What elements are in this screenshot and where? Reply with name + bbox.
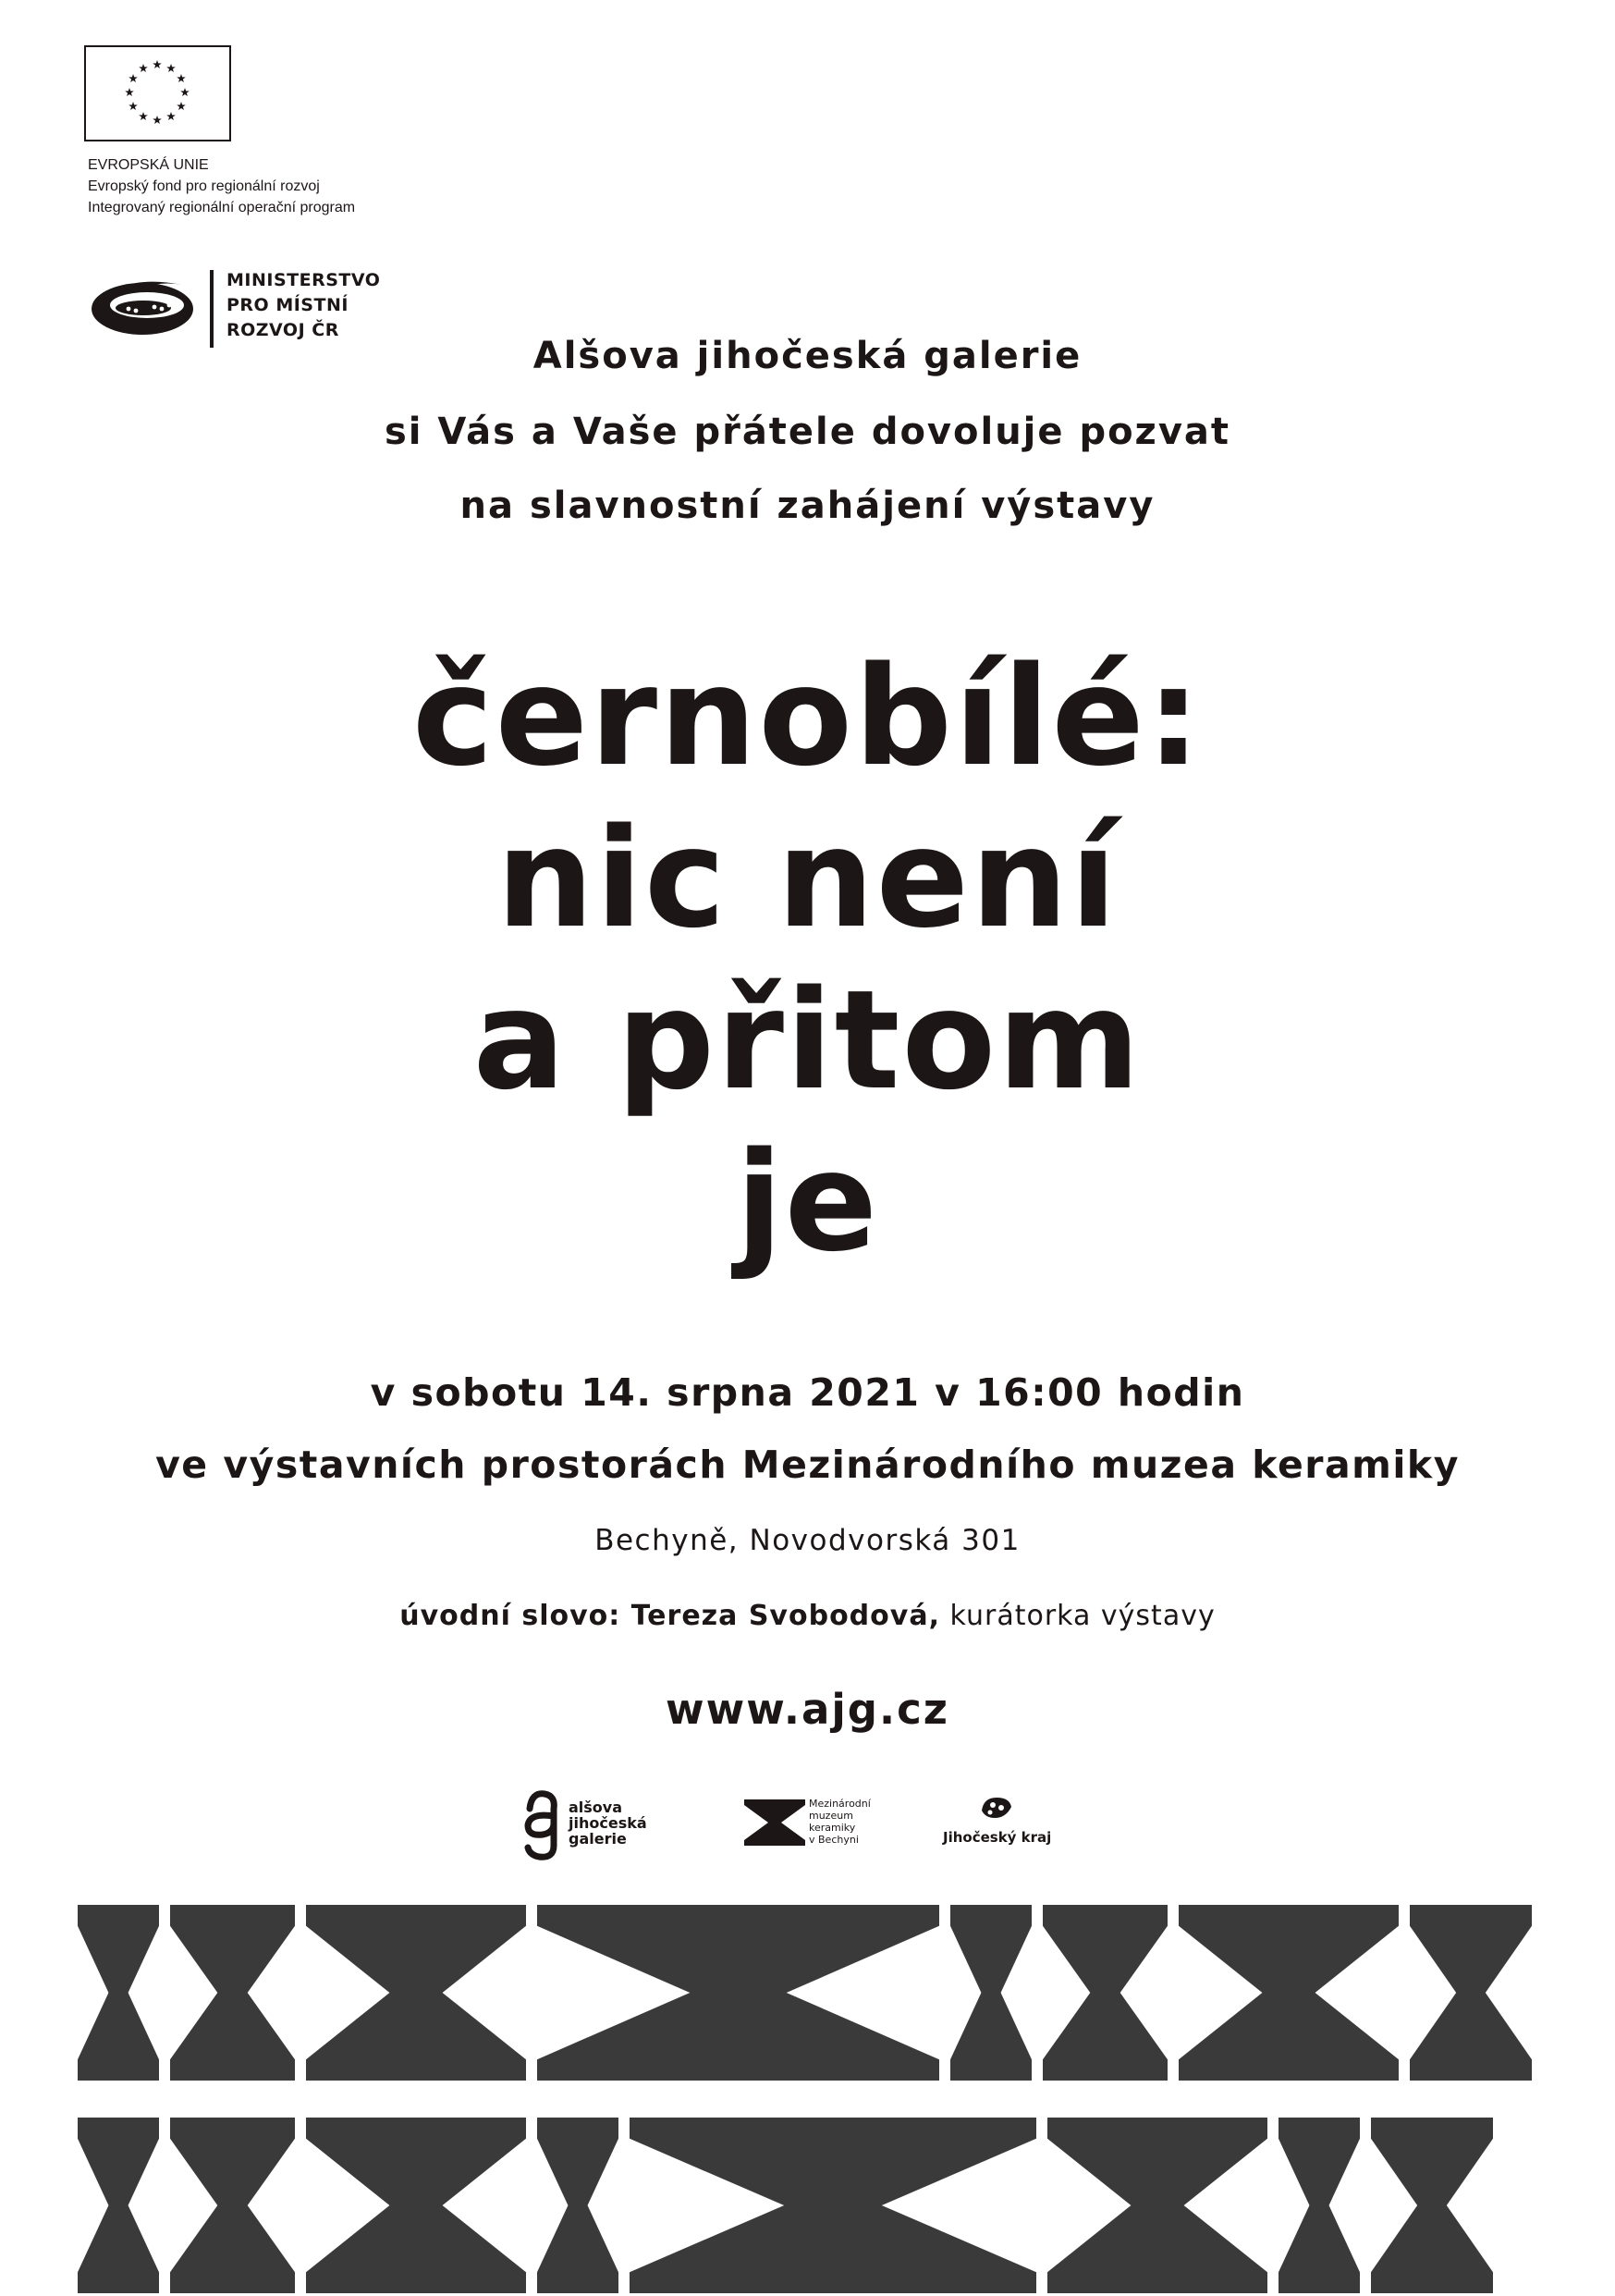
region-logo-label: Jihočeský kraj [943, 1829, 1052, 1846]
pattern-hourglass [537, 1905, 939, 2081]
pattern-hourglass [1179, 1905, 1399, 2081]
museum-logo-line4: v Bechyni [809, 1834, 859, 1846]
pattern-hourglass [1047, 2118, 1267, 2293]
ajg-logo-line3: galerie [569, 1830, 627, 1848]
eu-star [180, 88, 190, 96]
museum-logo-line3: keramiky [809, 1822, 856, 1834]
museum-logo-line1: Mezinárodní [809, 1798, 871, 1810]
eu-star [125, 88, 134, 96]
event-address: Bechyně, Novodvorská 301 [594, 1524, 1021, 1557]
eu-star [166, 64, 176, 72]
eu-star [166, 112, 176, 120]
eu-label: EVROPSKÁ UNIE [88, 157, 209, 173]
region-logo [943, 1794, 1063, 1859]
pattern-hourglass [78, 2118, 159, 2293]
invitation-line3: na slavnostní zahájení výstavy [459, 485, 1156, 527]
ajg-logo [522, 1792, 670, 1857]
invitation-line1: Alšova jihočeská galerie [532, 335, 1083, 377]
eu-star [139, 112, 148, 120]
pattern-hourglass [1279, 2118, 1360, 2293]
exhibition-title-line2: nic není [496, 799, 1119, 958]
pattern-hourglass [170, 1905, 295, 2081]
pattern-hourglass [306, 2118, 526, 2293]
website-link[interactable]: www.ajg.cz [666, 1685, 949, 1734]
pattern-hourglass [950, 1905, 1032, 2081]
eu-fund-label: Evropský fond pro regionální rozvoj [88, 178, 320, 194]
museum-logo [744, 1798, 874, 1857]
pattern-hourglass [630, 2118, 1036, 2293]
ajg-logo-line1: alšova [569, 1799, 623, 1816]
speech-role: kurátorka výstavy [949, 1600, 1216, 1632]
invitation-line2: si Vás a Vaše přátele dovoluje pozvat [384, 411, 1231, 453]
eu-star [177, 102, 186, 110]
pattern-hourglass [537, 2118, 618, 2293]
exhibition-title-line3: a přitom [472, 961, 1143, 1120]
eu-program-label: Integrovaný regionální operační program [88, 200, 356, 215]
eu-star [128, 102, 138, 110]
ministry-name-line1: MINISTERSTVO [226, 270, 381, 290]
decorative-pattern [0, 1905, 1615, 2296]
eu-star [153, 60, 162, 68]
museum-logo-line2: muzeum [809, 1810, 853, 1822]
ministry-name-line3: ROZVOJ ČR [226, 320, 339, 340]
ministry-name-line2: PRO MÍSTNÍ [226, 295, 349, 315]
pattern-hourglass [1043, 1905, 1168, 2081]
region-emblem-icon [978, 1794, 1015, 1822]
eu-stars-icon [86, 47, 229, 140]
ajg-logo-line2: jihočeská [569, 1814, 647, 1832]
pattern-hourglass [1371, 2118, 1493, 2293]
eu-star [153, 116, 162, 124]
speech-speaker: úvodní slovo: Tereza Svobodová, [399, 1600, 940, 1632]
eu-star [139, 64, 148, 72]
event-date: v sobotu 14. srpna 2021 v 16:00 hodin [370, 1370, 1245, 1415]
exhibition-title-line4: je [735, 1123, 880, 1282]
exhibition-title-line1: černobílé: [411, 637, 1204, 796]
pattern-hourglass [170, 2118, 295, 2293]
eu-star [177, 74, 186, 82]
pattern-hourglass [78, 1905, 159, 2081]
pattern-hourglass [306, 1905, 526, 2081]
eu-flag-logo [84, 45, 231, 141]
opening-speech [0, 1600, 1615, 1632]
pattern-hourglass [1410, 1905, 1532, 2081]
event-venue: ve výstavních prostorách Mezinárodního muzea keramiky [155, 1443, 1460, 1487]
ajg-monogram-icon [522, 1790, 563, 1860]
museum-hourglass-icon [744, 1799, 805, 1846]
eu-star [128, 74, 138, 82]
